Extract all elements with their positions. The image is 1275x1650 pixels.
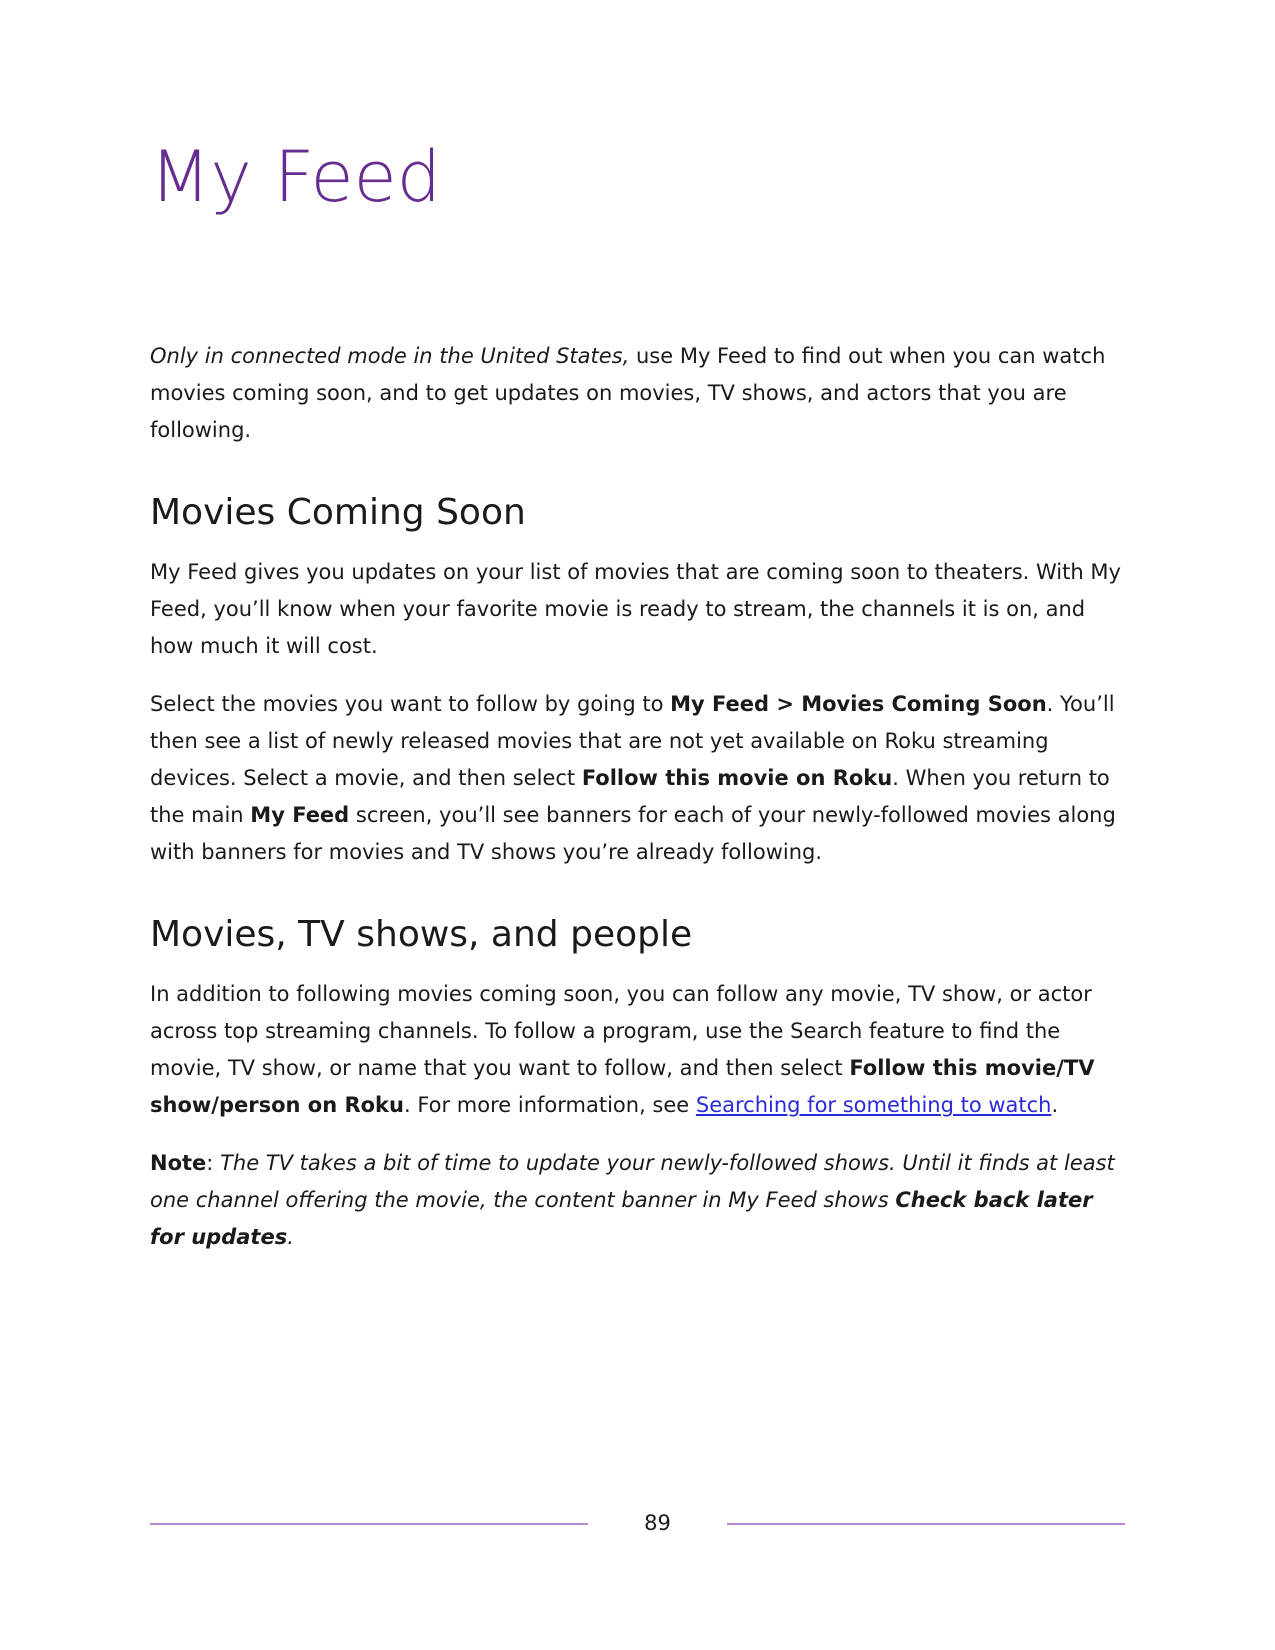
intro-paragraph bbox=[150, 338, 1130, 449]
text-run: In addition to following movies coming soon, you can follow any movie, TV show, or actor across top streaming channels. To follow a program, use the Search feature to find the movie, TV show, or name that you want to follow, and then select bbox=[150, 982, 1092, 1081]
coming-soon-paragraph-2 bbox=[150, 686, 1130, 871]
text-run: . When you return to the main bbox=[150, 766, 1110, 828]
footer-rule-right bbox=[727, 1523, 1125, 1525]
footer-rule-left bbox=[150, 1523, 588, 1525]
note-paragraph bbox=[150, 1145, 1130, 1256]
intro-italic-lead: Only in connected mode in the United States, bbox=[150, 344, 630, 368]
note-end: . bbox=[287, 1225, 294, 1250]
note-italic-text: The TV takes a bit of time to update your newly-followed shows. Until it finds at least one channel offering the movie, the content banner in My Feed shows bbox=[150, 1151, 1115, 1213]
note-label: Note bbox=[150, 1151, 207, 1176]
page-title: My Feed bbox=[150, 136, 442, 218]
follow-person-label: Follow this movie/TV show/person on Roku bbox=[150, 1056, 1095, 1118]
text-run: . You’ll then see a list of newly released movies that are not yet available on Roku streaming devices. Select a movie, and then select bbox=[150, 692, 1115, 791]
check-back-label: Check back later for updates bbox=[150, 1188, 1093, 1250]
text-run: screen, you’ll see banners for each of your newly-followed movies along with banners for movies and TV shows you’re already following. bbox=[150, 803, 1116, 865]
text-run: . bbox=[1051, 1093, 1059, 1118]
intro-text: use My Feed to find out when you can watch movies coming soon, and to get updates on movies, TV shows, and actors that you are following. bbox=[150, 344, 1106, 442]
text-run: Select the movies you want to follow by going to bbox=[150, 692, 671, 717]
page-content bbox=[150, 338, 1130, 1256]
follow-movie-label: Follow this movie on Roku bbox=[581, 766, 893, 791]
note-separator: : bbox=[206, 1151, 221, 1176]
my-feed-label: My Feed bbox=[250, 803, 350, 828]
text-run: . For more information, see bbox=[403, 1093, 696, 1118]
section-heading-coming-soon: Movies Coming Soon bbox=[150, 492, 526, 533]
coming-soon-paragraph-1: My Feed gives you updates on your list of movies that are coming soon to theaters. With My Feed, you’ll know when your favorite movie is ready to stream, the channels it is on, and how much it will cost. bbox=[150, 560, 1121, 659]
section-heading-people: Movies, TV shows, and people bbox=[150, 914, 693, 956]
menu-path-label: My Feed > Movies Coming Soon bbox=[670, 692, 1047, 717]
people-paragraph bbox=[150, 976, 1130, 1124]
searching-link[interactable]: Searching for something to watch bbox=[695, 1093, 1052, 1118]
page-number: 89 bbox=[644, 1511, 671, 1535]
